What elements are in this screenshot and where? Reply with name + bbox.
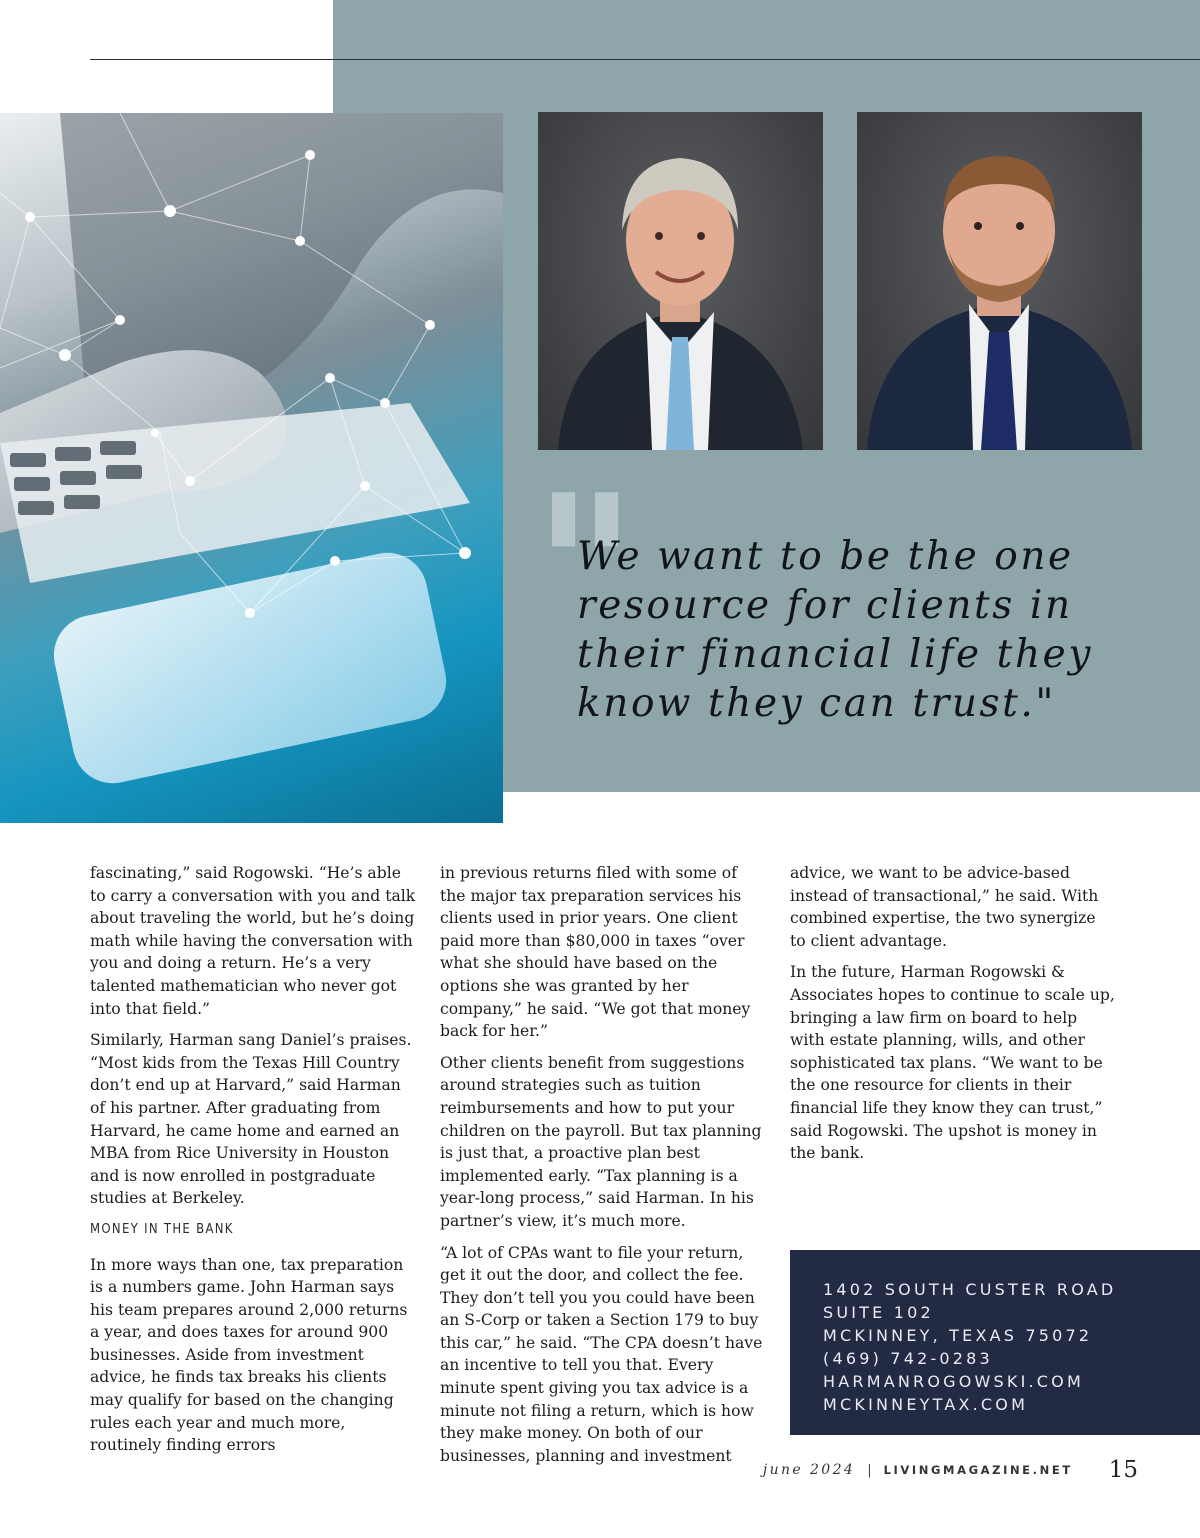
paragraph: Other clients benefit from suggestions around strategies such as tuition reimbursements and how to put your children on the payroll. But tax planning is just that, a proactive plan best implemented early. “Tax planning is a year-long process,” said Harman. In his partner’s view, it’s much more.: [440, 1053, 762, 1230]
paragraph: In more ways than one, tax preparation is a numbers game. John Harman says his team prepares around 2,000 returns a year, and does taxes for around 900 businesses. Aside from investment advice, he finds tax breaks his clients may qualify for based on the changing rules each year and much more, routinely finding errors: [90, 1255, 408, 1455]
phone-number: (469) 742-0283: [823, 1349, 993, 1368]
paragraph: advice, we want to be advice-based instead of transactional,” he said. With combined expertise, the two synergize to client advantage.: [790, 864, 1099, 950]
portrait-older-man-illustration: [538, 112, 823, 450]
article-column-2: [440, 862, 766, 1476]
section-subhead: MONEY IN THE BANK: [90, 1221, 234, 1237]
calculator-scene-illustration: [0, 113, 503, 823]
paragraph: Similarly, Harman sang Daniel’s praises. “Most kids from the Texas Hill Country don’t end up at Harvard,” said Harman of his partner. After graduating from Harvard, he came home and earned an MBA from Rice University in Houston and is now enrolled in postgraduate studies at Berkeley.: [90, 1031, 412, 1208]
website-link-2[interactable]: MCKINNEYTAX.COM: [823, 1395, 1029, 1414]
issue-date: june 2024: [762, 1462, 856, 1478]
article-column-1: [90, 862, 416, 1466]
footer-separator: |: [867, 1462, 872, 1478]
top-divider-line: [90, 59, 1200, 60]
page-number: 15: [1108, 1457, 1138, 1483]
address-suite: SUITE 102: [823, 1303, 934, 1322]
paragraph: “A lot of CPAs want to file your return, get it out the door, and collect the fee. They don’t tell you you could have been an S-Corp or taken a Section 179 to buy this car,” he said. “The CPA doesn’t have an incentive to tell you that. Every minute spent giving you tax advice is a minute not filing a return, which is how they make money. On both of our businesses, planning and investment: [440, 1243, 763, 1465]
website-link-1[interactable]: HARMANROGOWSKI.COM: [823, 1372, 1084, 1391]
paragraph: in previous returns filed with some of the major tax preparation services his clients used in prior years. One client paid more than $80,000 in taxes “over what she should have based on the options she was granted by her company,” he said. “We got that money back for her.”: [440, 864, 751, 1041]
address-city: MCKINNEY, TEXAS 75072: [823, 1326, 1093, 1345]
paragraph: fascinating,” said Rogowski. “He’s able to carry a conversation with you and talk about traveling the world, but he’s doing math while having the conversation with you and doing a return. He’s a very talented mathematician who never got into that field.”: [90, 864, 416, 1018]
pull-quote: We want to be the one resource for clients in their financial life they know they can trust.": [577, 534, 1093, 726]
portrait-rogowski: [857, 112, 1142, 450]
page-footer: [763, 1455, 1138, 1485]
decorative-quote-mark: ": [533, 453, 632, 686]
portrait-younger-man-illustration: [857, 112, 1142, 450]
address-street: 1402 SOUTH CUSTER ROAD: [823, 1280, 1117, 1299]
article-column-3: [790, 862, 1116, 1174]
hand-calculator-photo: [0, 113, 503, 823]
paragraph: In the future, Harman Rogowski & Associates hopes to continue to scale up, bringing a law firm on board to help with estate planning, wills, and other sophisticated tax plans. “We want to be the one resource for clients in their financial life they know they can trust,” said Rogowski. The upshot is money in the bank.: [790, 963, 1115, 1163]
magazine-website[interactable]: LIVINGMAGAZINE.NET: [883, 1463, 1073, 1477]
contact-info-box: [790, 1250, 1200, 1435]
portrait-harman: [538, 112, 823, 450]
